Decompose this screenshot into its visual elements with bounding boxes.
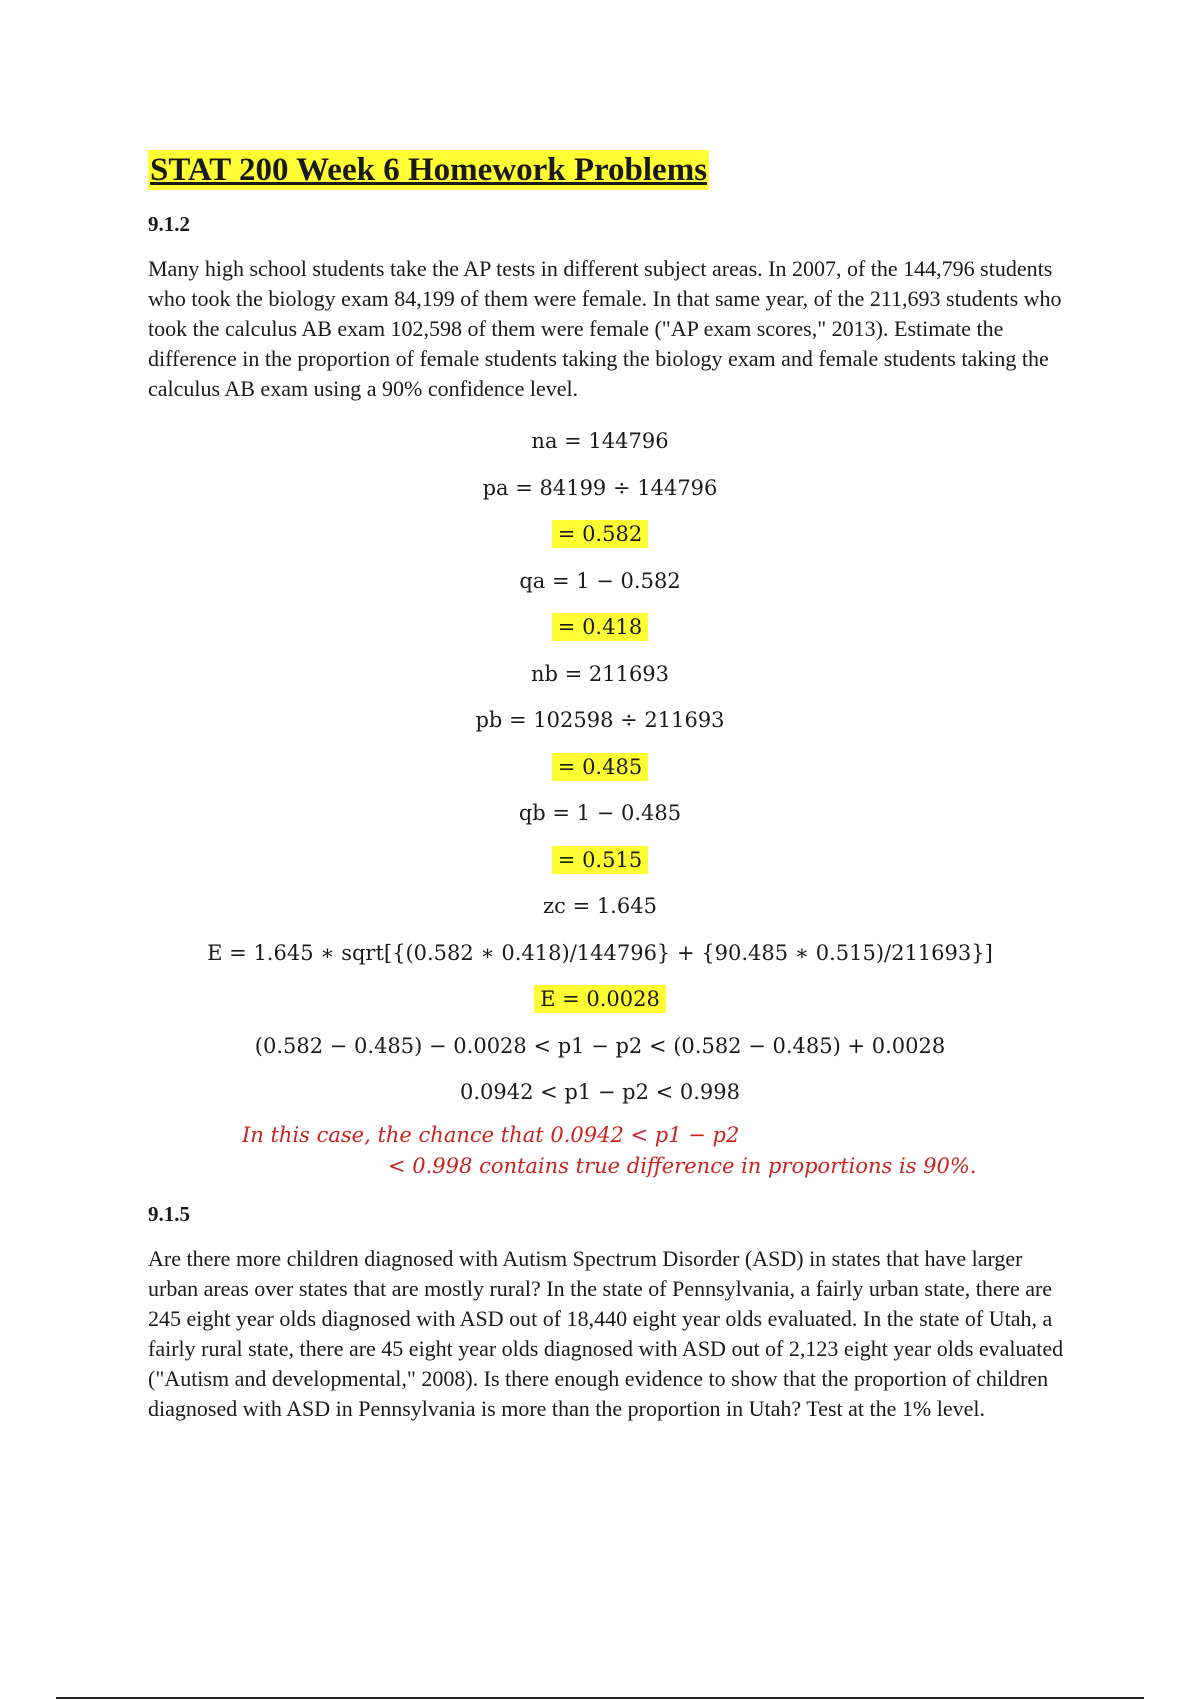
equation-pb-result: = 0.485 [0,744,1200,791]
equation-qb: qb = 1 − 0.485 [518,801,682,825]
equation-zc: zc = 1.645 [543,894,657,918]
equation-pa-result: = 0.582 [0,511,1200,558]
problem-number-1: 9.1.2 [148,212,190,236]
solution-equations [0,418,1200,1116]
equation-interval-result: 0.0942 < p1 − p2 < 0.998 [459,1080,741,1104]
equation-interval: (0.582 − 0.485) − 0.0028 < p1 − p2 < (0.582 − 0.485) + 0.0028 [254,1033,946,1058]
equation-margin-error-result: E = 0.0028 [0,976,1200,1023]
page-bottom-rule [56,1697,1144,1699]
conclusion-statement [242,1120,977,1182]
equation-na: na = 144796 [531,429,669,453]
equation-pa: pa = 84199 ÷ 144796 [482,475,718,500]
problem-text-2: Are there more children diagnosed with Autism Spectrum Disorder (ASD) in states that have larger urban areas over states that are mostly rural? In the state of Pennsylvania, a fairly urban state, there are 245 eight year olds diagnosed with ASD out of 18,440 eight year olds evaluated. In the state of Utah, a fairly rural state, there are 45 eight year olds diagnosed with ASD out of 2,123 eight year olds evaluated ("Autism and developmental," 2008). Is there enough evidence to show that the proportion of children diagnosed with ASD in Pennsylvania is more than the proportion in Utah? Test at the 1% level. [148,1246,1064,1421]
equation-qa-result: = 0.418 [0,604,1200,651]
equation-nb: nb = 211693 [530,661,670,686]
conclusion-line-2: < 0.998 contains true difference in proportions is 90%. [388,1154,977,1178]
document-title: STAT 200 Week 6 Homework Problems [150,152,708,188]
problem-number-2: 9.1.5 [148,1202,190,1226]
equation-qb-result: = 0.515 [0,837,1200,884]
equation-margin-error: E = 1.645 ∗ sqrt[{(0.582 ∗ 0.418)/144796} + {90.485 ∗ 0.515)/211693}] [207,940,993,965]
equation-pb: pb = 102598 ÷ 211693 [475,708,725,732]
equation-qa: qa = 1 − 0.582 [519,568,681,593]
conclusion-line-1: In this case, the chance that 0.0942 < p1 − p2 [242,1123,740,1147]
problem-text-1: Many high school students take the AP tests in different subject areas. In 2007, of the 144,796 students who took the biology exam 84,199 of them were female. In that same year, of the 211,693 students who took the calculus AB exam 102,598 of them were female ("AP exam scores," 2013). Estimate the difference in the proportion of female students taking the biology exam and female students taking the calculus AB exam using a 90% confidence level. [148,256,1062,401]
